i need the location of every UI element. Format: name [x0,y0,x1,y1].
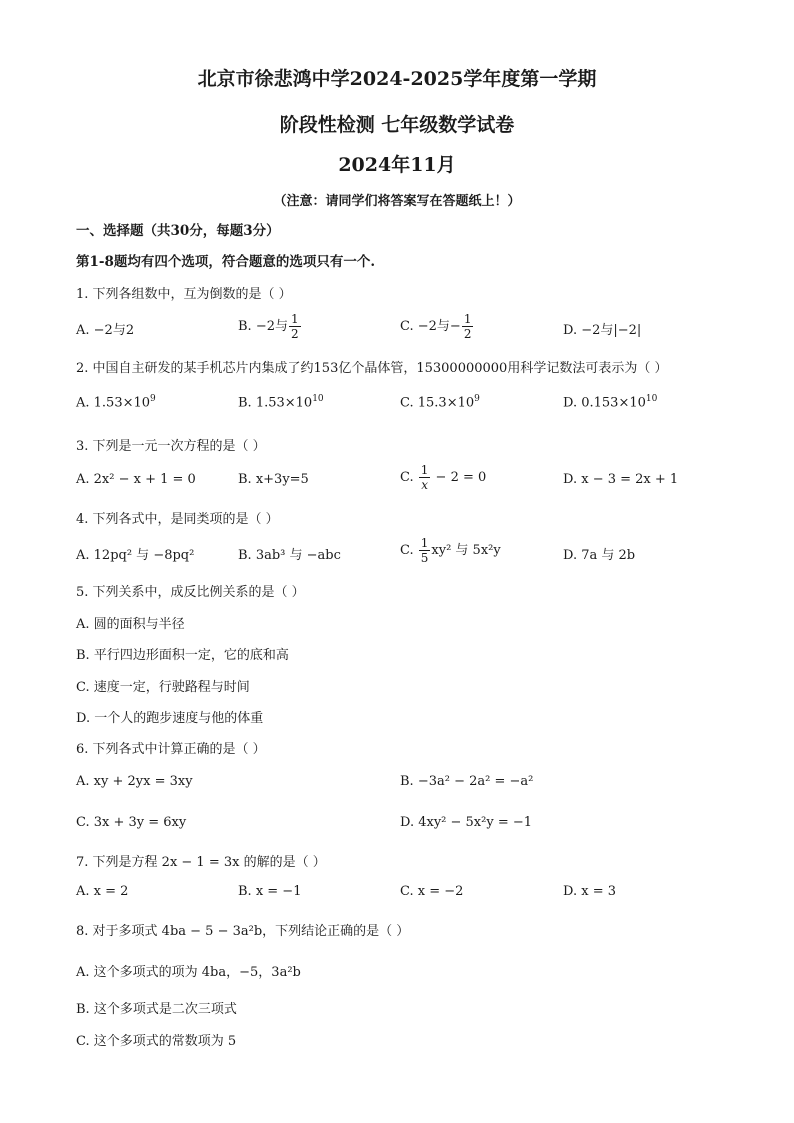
q5-option-d: D. 一个人的跑步速度与他的体重 [76,711,264,726]
q7-option-c: C. x = −2 [400,884,464,899]
q1-b-fraction [289,312,301,341]
q7-option-a: A. x = 2 [76,884,129,899]
question-stem-3: 3. 下列是一元一次方程的是（ ） [76,439,266,454]
question-stem-4: 4. 下列各式中，是同类项的是（ ） [76,512,279,527]
q2-option-b [238,394,324,410]
q3-c-den: x [421,478,428,492]
q3-option-c-label: C. [400,470,414,485]
q1-option-c [400,312,474,341]
q2-d-exp: 10 [645,394,658,404]
q2-d-text: D. 0.153×10 [563,395,646,411]
q1-option-d: D. −2与|−2| [563,323,642,338]
q5-option-a: A. 圆的面积与半径 [76,617,185,632]
q1-option-c-text: C. −2与− [400,319,461,334]
q4-c-rest: xy² 与 5x²y [431,543,501,558]
q3-option-d: D. x − 3 = 2x + 1 [563,472,679,487]
section-heading: 一、选择题（共30分，每题3分） [76,223,280,239]
q2-b-text: B. 1.53×10 [238,395,313,411]
q3-c-fraction [419,463,431,492]
q1-b-den: 2 [290,327,299,341]
q1-option-a: A. −2与2 [76,323,135,338]
exam-title-line1: 北京市徐悲鸿中学2024-2025学年度第一学期 [197,68,597,90]
question-stem-7: 7. 下列是方程 2x − 1 = 3x 的解的是（ ） [76,855,326,870]
q2-a-exp: 9 [150,394,156,404]
q1-c-fraction [462,312,474,341]
q6-option-c: C. 3x + 3y = 6xy [76,815,187,830]
q6-option-b: B. −3a² − 2a² = −a² [400,774,534,789]
question-stem-1: 1. 下列各组数中，互为倒数的是（ ） [76,287,292,302]
q3-option-c [400,463,486,492]
q1-b-num: 1 [290,312,299,326]
q4-c-fraction [419,536,431,565]
q2-b-exp: 10 [312,394,324,404]
q7-option-d: D. x = 3 [563,884,616,899]
q1-c-den: 2 [463,327,472,341]
q8-option-b: B. 这个多项式是二次三项式 [76,1002,237,1017]
section-instruction: 第1-8题均有四个选项，符合题意的选项只有一个. [76,254,376,270]
q7-option-b: B. x = −1 [238,884,302,899]
q1-option-b [238,312,302,341]
q1-c-num: 1 [463,312,472,326]
q3-option-b: B. x+3y=5 [238,472,309,487]
q6-option-d: D. 4xy² − 5x²y = −1 [400,815,533,830]
q4-c-num: 1 [420,536,429,550]
q3-c-num: 1 [420,463,429,477]
q6-option-a: A. xy + 2yx = 3xy [76,774,193,789]
q4-c-den: 5 [420,551,429,565]
q2-a-text: A. 1.53×10 [76,395,151,411]
q1-option-b-text: B. −2与 [238,319,288,334]
question-stem-5: 5. 下列关系中，成反比例关系的是（ ） [76,585,305,600]
question-stem-2: 2. 中国自主研发的某手机芯片内集成了约153亿个晶体管，15300000000用科学记数法可表示为（ ） [76,361,668,376]
q3-c-rest: − 2 = 0 [431,470,487,485]
question-stem-8: 8. 对于多项式 4ba − 5 − 3a²b，下列结论正确的是（ ） [76,924,410,939]
q4-option-c [400,536,501,565]
question-stem-6: 6. 下列各式中计算正确的是（ ） [76,742,266,757]
q5-option-b: B. 平行四边形面积一定，它的底和高 [76,648,289,663]
q5-option-c: C. 速度一定，行驶路程与时间 [76,680,250,695]
q4-option-d: D. 7a 与 2b [563,548,636,563]
q2-option-d [563,394,657,410]
q4-option-b: B. 3ab³ 与 −abc [238,548,341,563]
q4-option-c-label: C. [400,543,414,558]
exam-date: 2024年11月 [338,154,456,176]
answer-note: （注意：请同学们将答案写在答题纸上！） [273,194,521,209]
q2-c-text: C. 15.3×10 [400,395,475,411]
q3-option-a: A. 2x² − x + 1 = 0 [76,472,196,487]
exam-title-line2: 阶段性检测 七年级数学试卷 [279,114,515,136]
q2-option-c [400,394,480,410]
q4-option-a: A. 12pq² 与 −8pq² [76,548,195,563]
q8-option-a: A. 这个多项式的项为 4ba，−5，3a²b [76,965,301,980]
q2-option-a [76,394,156,410]
q8-option-c: C. 这个多项式的常数项为 5 [76,1034,237,1049]
q2-c-exp: 9 [474,394,480,404]
